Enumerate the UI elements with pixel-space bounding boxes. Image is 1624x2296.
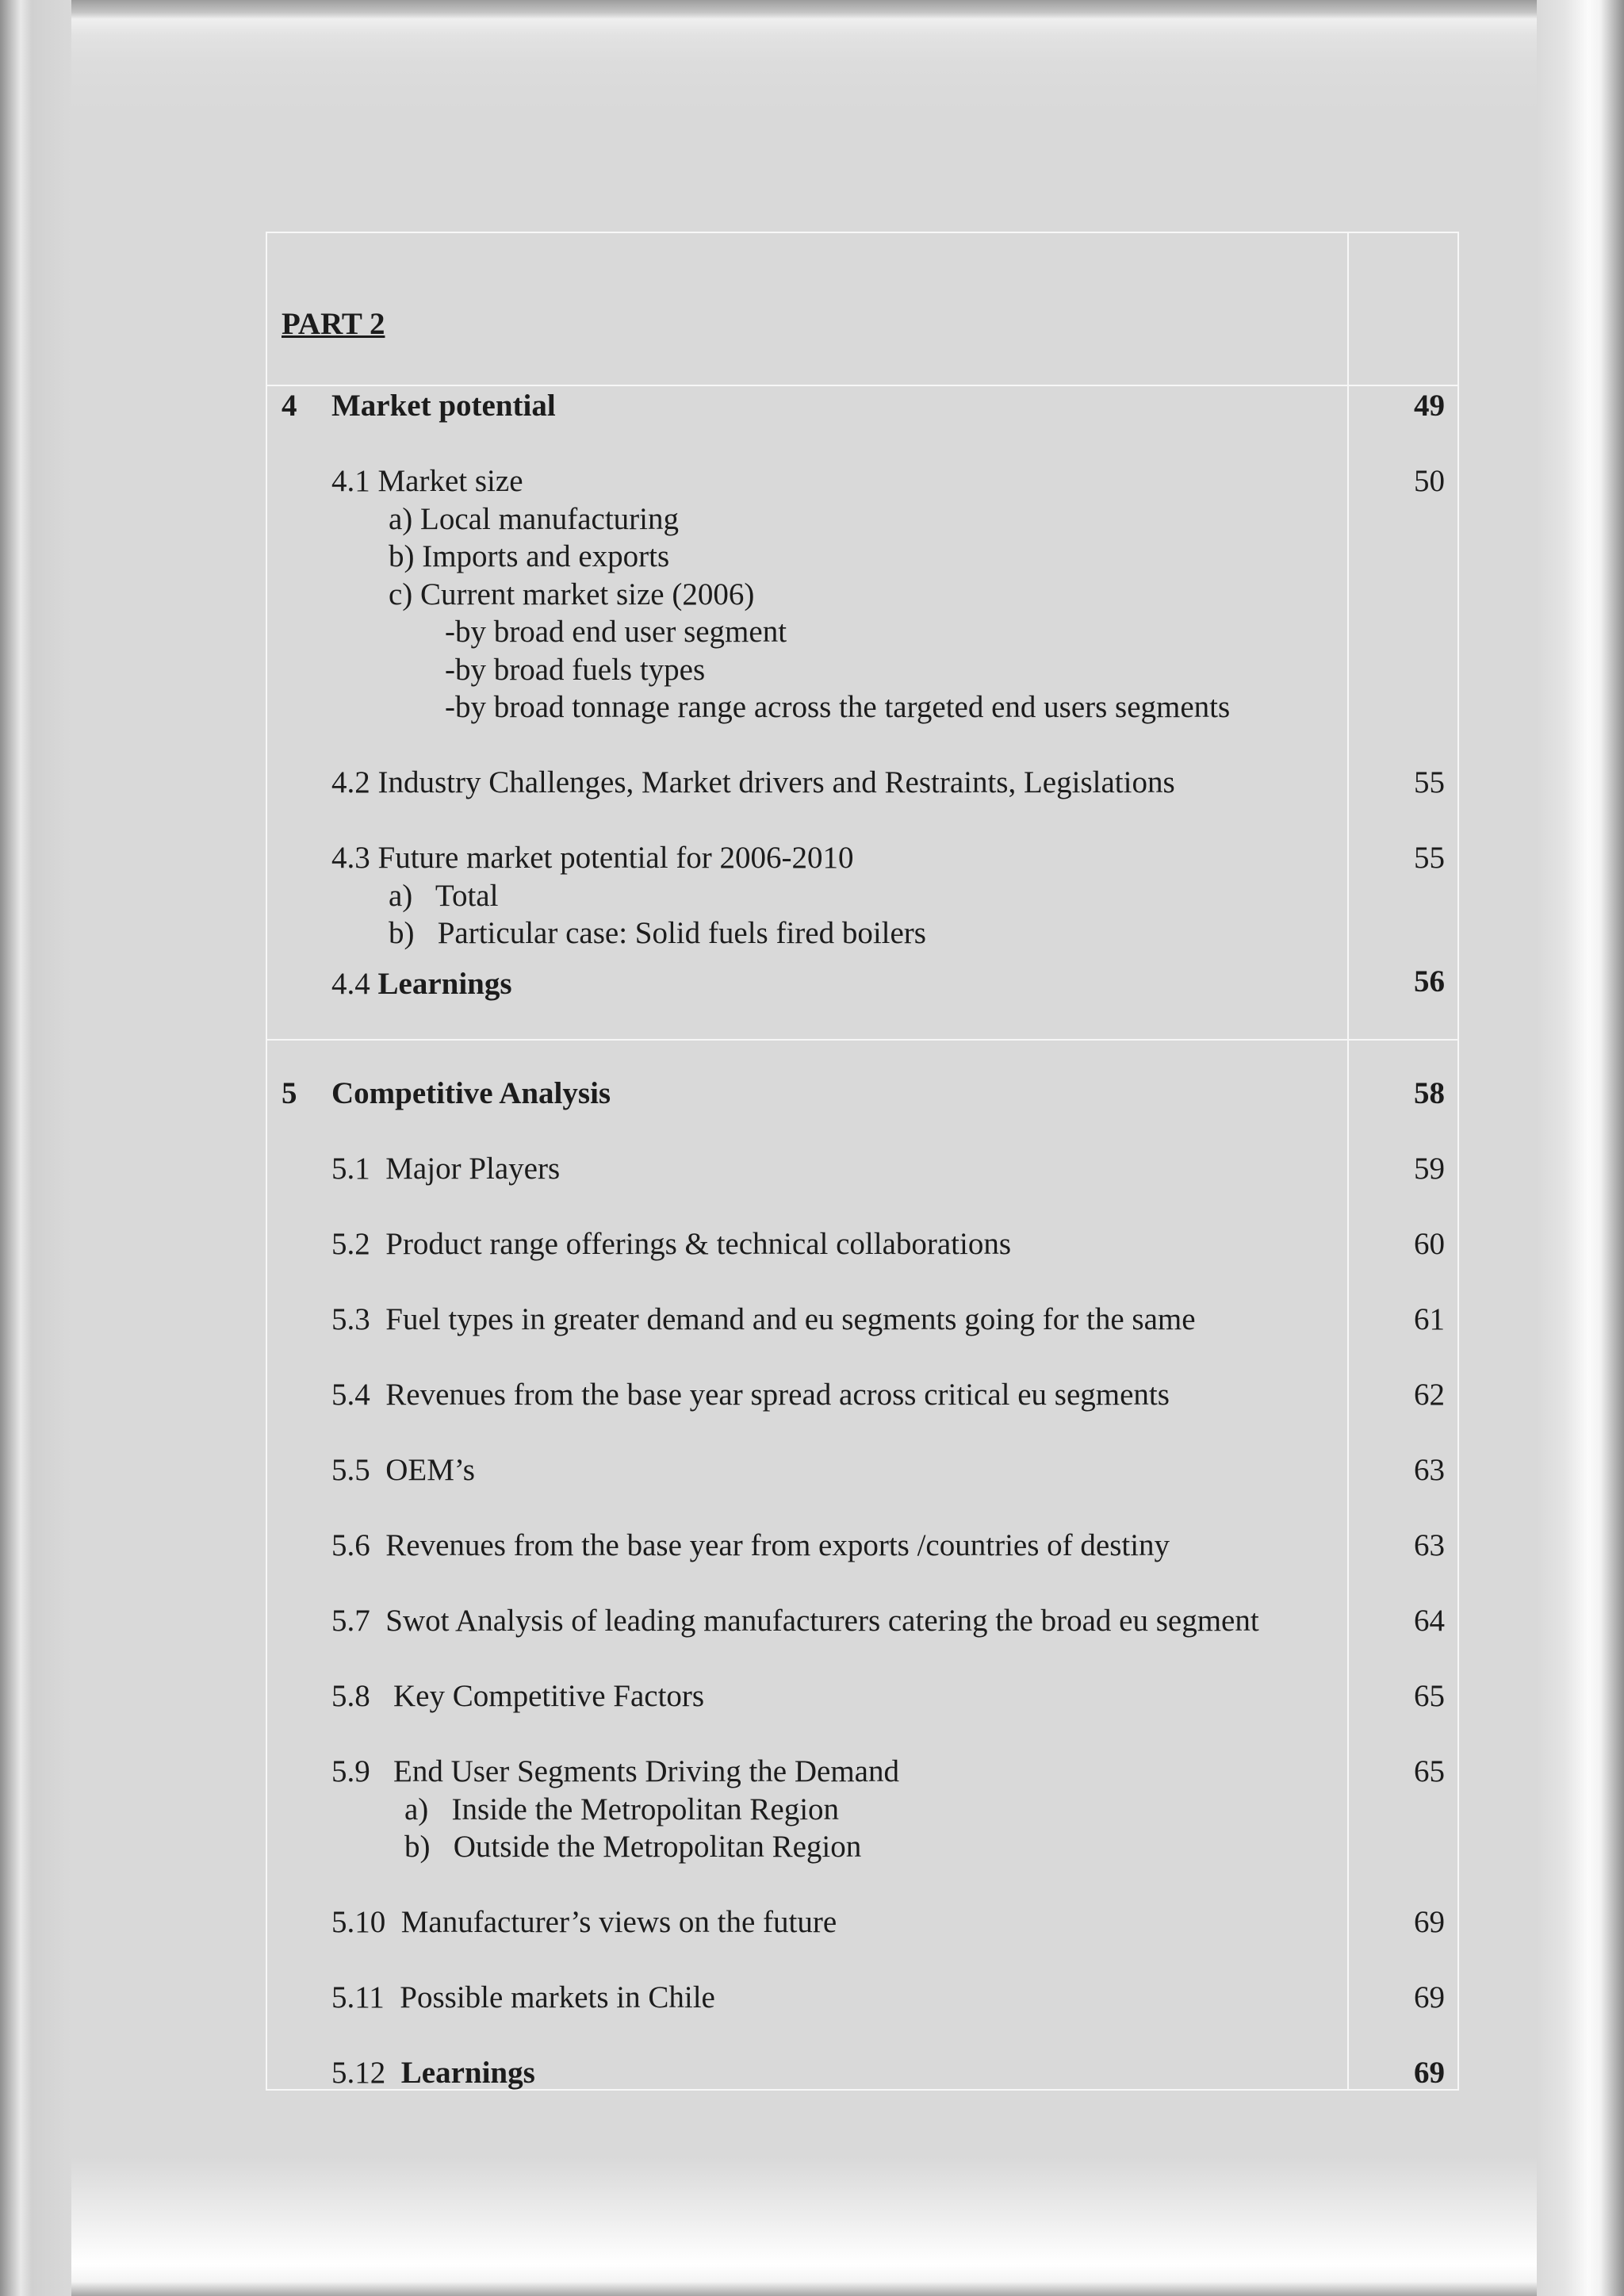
chapter-number: 5 [282, 1076, 297, 1110]
section-title: Learnings [377, 967, 512, 1001]
section-title: Learnings [400, 2056, 535, 2090]
section-label [331, 2054, 535, 2092]
page-number: 69 [1414, 1905, 1445, 1939]
list-item: c) Current market size (2006) [389, 577, 755, 611]
list-item: b) Particular case: Solid fuels fired boilers [389, 916, 926, 950]
list-subitem: -by broad tonnage range across the targeted end users segments [445, 690, 1231, 724]
list-subitem: -by broad end user segment [445, 615, 787, 649]
table-of-contents [266, 232, 1459, 2091]
list-subitem: -by broad fuels types [445, 653, 706, 687]
table-border-top [266, 232, 1459, 233]
section-label: 5.3 Fuel types in greater demand and eu segments going for the same [331, 1302, 1196, 1336]
section-label: 4.3 Future market potential for 2006-2010 [331, 841, 854, 875]
list-item: b) Imports and exports [389, 539, 670, 573]
page-number: 63 [1414, 1528, 1445, 1562]
section-label: 5.8 Key Competitive Factors [331, 1679, 705, 1713]
page-number: 55 [1414, 841, 1445, 875]
section-number: 4.4 [331, 967, 378, 1001]
table-column-divider [1347, 232, 1349, 2091]
part-heading: PART 2 [282, 307, 385, 341]
section-label: 5.5 OEM’s [331, 1453, 475, 1487]
page-number: 69 [1414, 2056, 1445, 2090]
frame-bottom [0, 2157, 1624, 2296]
page-number: 65 [1414, 1754, 1445, 1788]
table-border-right [1457, 232, 1459, 2091]
list-item: a) Local manufacturing [389, 502, 679, 536]
page-number: 60 [1414, 1227, 1445, 1261]
chapter-title: Market potential [331, 389, 556, 423]
section-number: 5.12 [331, 2056, 401, 2090]
section-label: 5.2 Product range offerings & technical collaborations [331, 1227, 1012, 1261]
list-item: a) Total [389, 879, 499, 913]
section-label: 5.1 Major Players [331, 1152, 561, 1186]
frame-left [0, 0, 71, 2296]
page-number: 49 [1414, 389, 1445, 423]
section-label: 5.10 Manufacturer’s views on the future [331, 1905, 837, 1939]
page-number: 55 [1414, 765, 1445, 799]
chapter-title: Competitive Analysis [331, 1076, 611, 1110]
table-border-left [266, 232, 267, 2091]
list-item: a) Inside the Metropolitan Region [404, 1792, 840, 1826]
section-label: 4.1 Market size [331, 464, 523, 498]
table-divider-header [266, 385, 1459, 386]
page-number: 69 [1414, 1980, 1445, 2014]
list-item: b) Outside the Metropolitan Region [404, 1830, 862, 1864]
section-label: 5.4 Revenues from the base year spread across critical eu segments [331, 1378, 1170, 1412]
chapter-number: 4 [282, 389, 297, 423]
frame-right [1537, 0, 1624, 2296]
page-number: 50 [1414, 464, 1445, 498]
page-number: 64 [1414, 1604, 1445, 1638]
page-number: 62 [1414, 1378, 1445, 1412]
page-number: 61 [1414, 1302, 1445, 1336]
page-number: 58 [1414, 1076, 1445, 1110]
page-number: 59 [1414, 1152, 1445, 1186]
section-label: 5.7 Swot Analysis of leading manufacturers catering the broad eu segment [331, 1604, 1259, 1638]
section-label: 4.2 Industry Challenges, Market drivers and Restraints, Legislations [331, 765, 1175, 799]
section-label: 5.11 Possible markets in Chile [331, 1980, 715, 2014]
table-divider-chapter [266, 1039, 1459, 1041]
section-label: 5.6 Revenues from the base year from exports /countries of destiny [331, 1528, 1170, 1562]
frame-top [0, 0, 1624, 111]
page-number: 63 [1414, 1453, 1445, 1487]
page-number: 56 [1414, 964, 1445, 999]
page-number: 65 [1414, 1679, 1445, 1713]
section-label [331, 965, 512, 1003]
section-label: 5.9 End User Segments Driving the Demand [331, 1754, 899, 1788]
